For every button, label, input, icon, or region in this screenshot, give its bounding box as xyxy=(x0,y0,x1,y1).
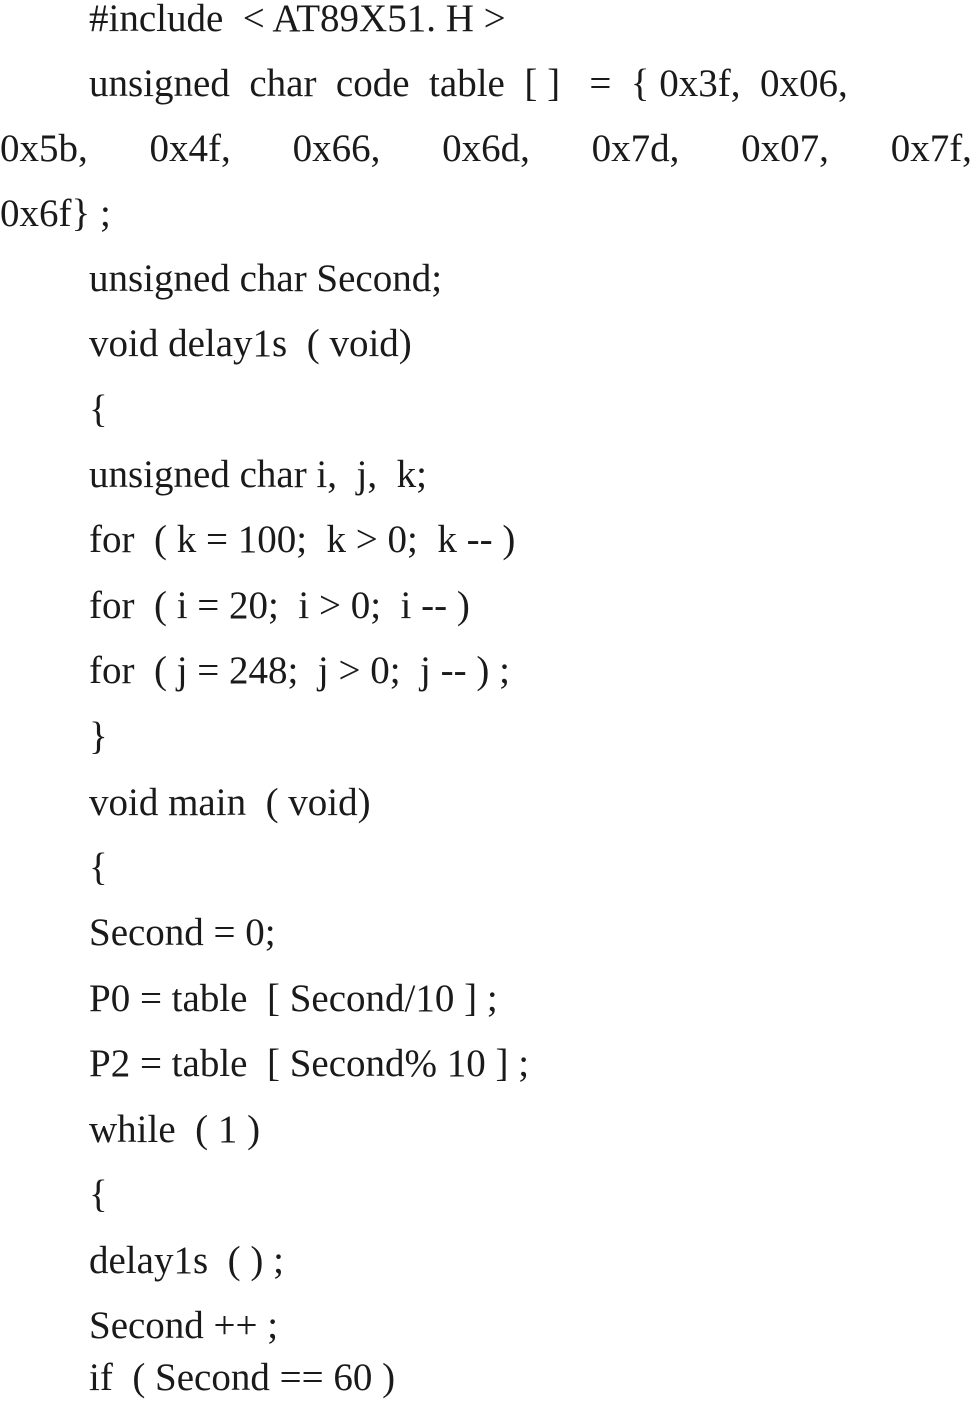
table-value: 0x4f, xyxy=(149,127,231,170)
table-value: 0x5b, xyxy=(0,127,88,170)
code-line-second-declaration: unsigned char Second; xyxy=(89,257,443,300)
code-line-for-k: for ( k = 100; k > 0; k -- ) xyxy=(89,518,516,561)
code-line-second-init: Second = 0; xyxy=(89,911,276,954)
table-value: 0x66, xyxy=(292,127,381,170)
code-line-if-second: if ( Second == 60 ) xyxy=(89,1356,396,1399)
code-line-close-brace: } xyxy=(89,715,108,758)
code-line-table-declaration: unsigned char code table [ ] = { 0x3f, 0x06, xyxy=(89,62,848,105)
code-line-for-i: for ( i = 20; i > 0; i -- ) xyxy=(89,584,470,627)
table-value: 0x07, xyxy=(741,127,829,170)
code-line-table-end: 0x6f} ; xyxy=(0,192,111,235)
table-value: 0x7f, xyxy=(890,127,972,170)
code-line-table-values xyxy=(0,116,972,182)
code-line-loop-vars: unsigned char i, j, k; xyxy=(89,453,427,496)
code-line-include: #include < AT89X51. H > xyxy=(89,0,506,40)
code-line-delay-signature: void delay1s ( void) xyxy=(89,322,412,365)
code-line-main-signature: void main ( void) xyxy=(89,781,371,824)
code-line-second-increment: Second ++ ; xyxy=(89,1304,279,1347)
code-line-open-brace: { xyxy=(89,846,108,889)
code-line-delay-call: delay1s ( ) ; xyxy=(89,1239,284,1282)
code-line-while: while ( 1 ) xyxy=(89,1108,261,1151)
code-line-for-j: for ( j = 248; j > 0; j -- ) ; xyxy=(89,649,510,692)
table-value: 0x7d, xyxy=(591,127,680,170)
code-line-p0-assign: P0 = table [ Second/10 ] ; xyxy=(89,977,498,1020)
table-value: 0x6d, xyxy=(442,127,530,170)
code-line-open-brace: { xyxy=(89,1173,108,1216)
code-line-p2-assign: P2 = table [ Second% 10 ] ; xyxy=(89,1042,530,1085)
code-line-open-brace: { xyxy=(89,388,108,431)
